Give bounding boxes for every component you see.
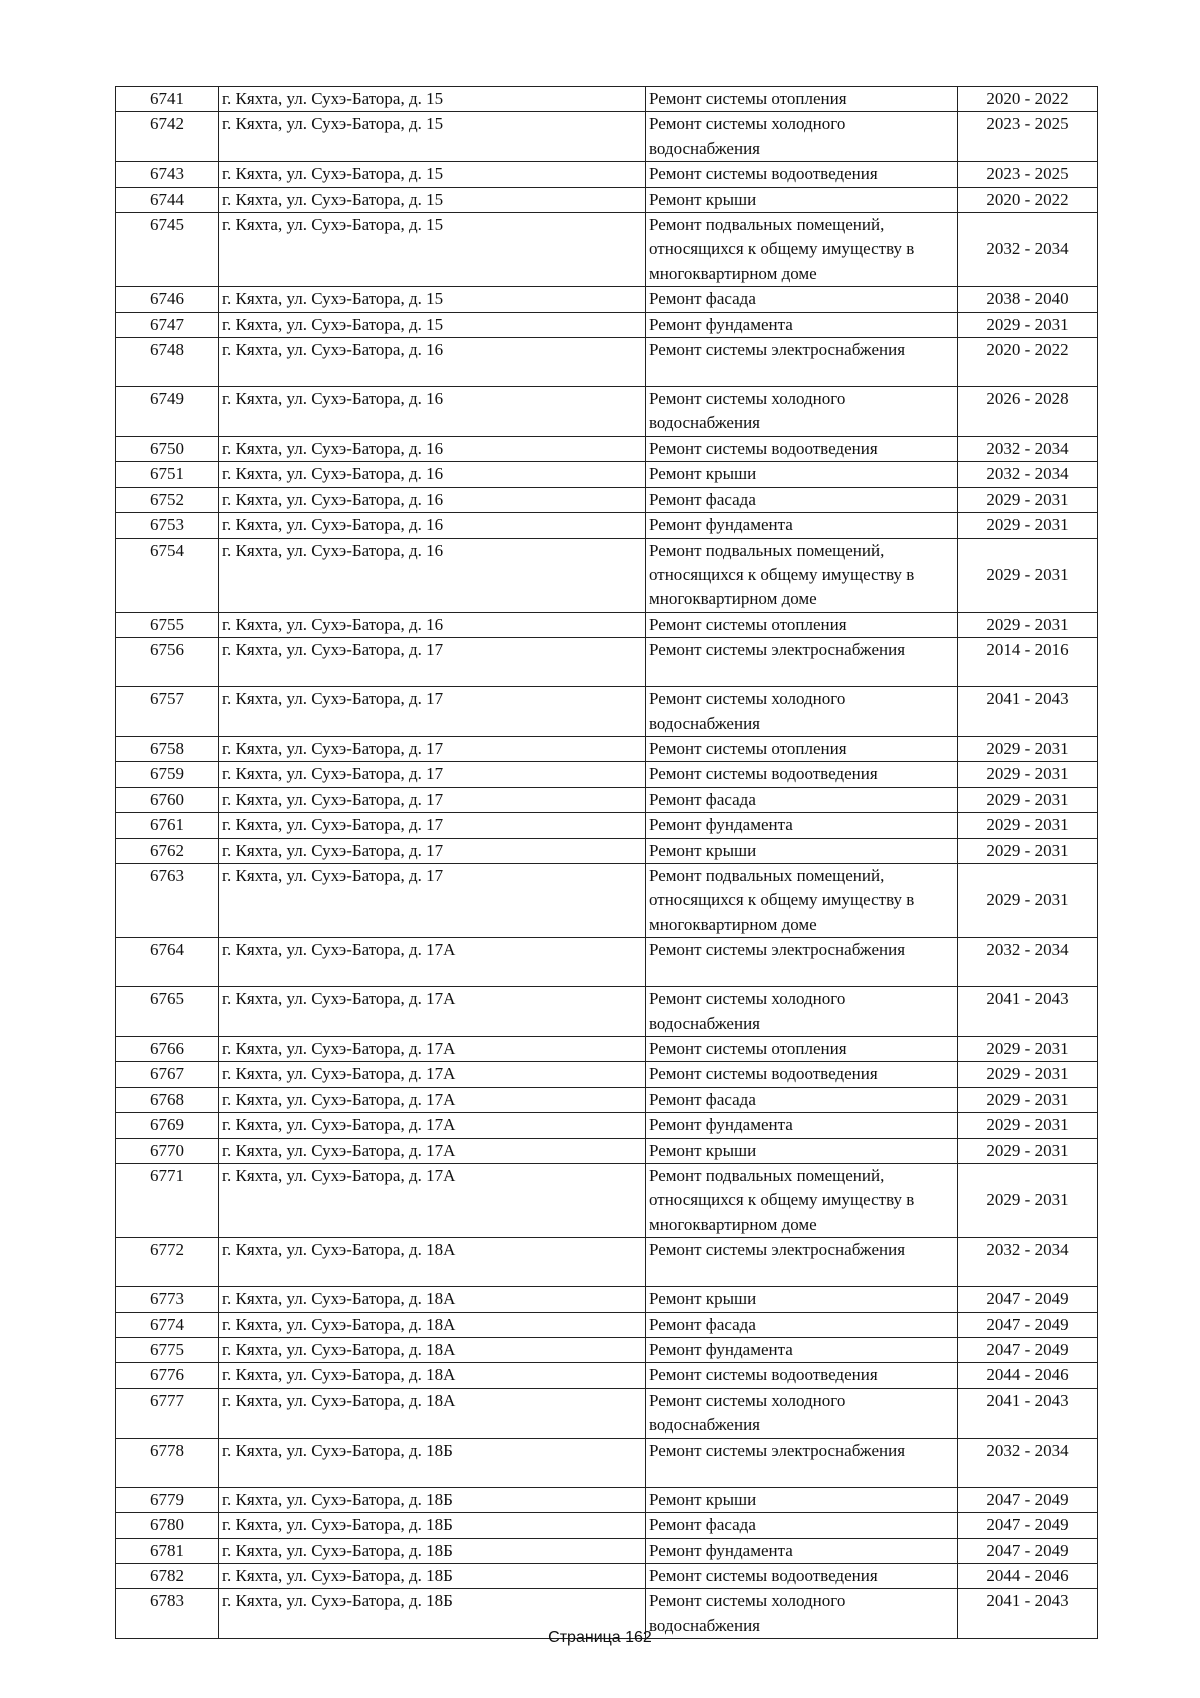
period-cell: 2023 - 2025 xyxy=(958,162,1098,187)
address-cell: г. Кяхта, ул. Сухэ-Батора, д. 18А xyxy=(219,1238,646,1287)
row-number: 6780 xyxy=(116,1513,219,1538)
row-number: 6767 xyxy=(116,1062,219,1087)
period-cell: 2041 - 2043 xyxy=(958,1388,1098,1438)
work-type-cell: Ремонт крыши xyxy=(646,1287,958,1312)
work-type-cell: Ремонт системы холодного водоснабжения xyxy=(646,112,958,162)
address-cell: г. Кяхта, ул. Сухэ-Батора, д. 17А xyxy=(219,1113,646,1138)
address-cell: г. Кяхта, ул. Сухэ-Батора, д. 17А xyxy=(219,1164,646,1238)
period-cell: 2032 - 2034 xyxy=(958,938,1098,987)
address-cell: г. Кяхта, ул. Сухэ-Батора, д. 16 xyxy=(219,387,646,437)
period-cell: 2038 - 2040 xyxy=(958,287,1098,312)
address-cell: г. Кяхта, ул. Сухэ-Батора, д. 17 xyxy=(219,687,646,737)
address-cell: г. Кяхта, ул. Сухэ-Батора, д. 16 xyxy=(219,513,646,538)
work-type-cell: Ремонт фасада xyxy=(646,487,958,512)
table-row xyxy=(116,638,1098,687)
table-row xyxy=(116,787,1098,812)
period-cell: 2029 - 2031 xyxy=(958,612,1098,637)
period-cell: 2023 - 2025 xyxy=(958,112,1098,162)
period-cell: 2029 - 2031 xyxy=(958,736,1098,761)
address-cell: г. Кяхта, ул. Сухэ-Батора, д. 16 xyxy=(219,436,646,461)
address-cell: г. Кяхта, ул. Сухэ-Батора, д. 17 xyxy=(219,863,646,937)
table-row xyxy=(116,612,1098,637)
work-type-cell: Ремонт системы отопления xyxy=(646,87,958,112)
period-cell: 2032 - 2034 xyxy=(958,1238,1098,1287)
period-cell: 2026 - 2028 xyxy=(958,387,1098,437)
period-cell: 2044 - 2046 xyxy=(958,1363,1098,1388)
table-row xyxy=(116,1138,1098,1163)
address-cell: г. Кяхта, ул. Сухэ-Батора, д. 18А xyxy=(219,1363,646,1388)
row-number: 6781 xyxy=(116,1538,219,1563)
row-number: 6776 xyxy=(116,1363,219,1388)
address-cell: г. Кяхта, ул. Сухэ-Батора, д. 16 xyxy=(219,538,646,612)
row-number: 6774 xyxy=(116,1312,219,1337)
table-row xyxy=(116,187,1098,212)
work-type-cell: Ремонт системы холодного водоснабжения xyxy=(646,387,958,437)
address-cell: г. Кяхта, ул. Сухэ-Батора, д. 16 xyxy=(219,338,646,387)
period-cell: 2020 - 2022 xyxy=(958,87,1098,112)
row-number: 6744 xyxy=(116,187,219,212)
table-row xyxy=(116,1563,1098,1588)
work-type-cell: Ремонт фасада xyxy=(646,787,958,812)
address-cell: г. Кяхта, ул. Сухэ-Батора, д. 17 xyxy=(219,787,646,812)
table-row xyxy=(116,338,1098,387)
table-row xyxy=(116,312,1098,337)
row-number: 6759 xyxy=(116,762,219,787)
period-cell: 2041 - 2043 xyxy=(958,687,1098,737)
period-cell: 2029 - 2031 xyxy=(958,1138,1098,1163)
row-number: 6756 xyxy=(116,638,219,687)
period-cell: 2044 - 2046 xyxy=(958,1563,1098,1588)
address-cell: г. Кяхта, ул. Сухэ-Батора, д. 15 xyxy=(219,87,646,112)
address-cell: г. Кяхта, ул. Сухэ-Батора, д. 17 xyxy=(219,838,646,863)
row-number: 6771 xyxy=(116,1164,219,1238)
work-type-cell: Ремонт системы электроснабжения xyxy=(646,1438,958,1487)
period-cell: 2020 - 2022 xyxy=(958,187,1098,212)
row-number: 6741 xyxy=(116,87,219,112)
period-cell: 2029 - 2031 xyxy=(958,513,1098,538)
row-number: 6775 xyxy=(116,1338,219,1363)
period-cell: 2047 - 2049 xyxy=(958,1338,1098,1363)
row-number: 6777 xyxy=(116,1388,219,1438)
work-type-cell: Ремонт фундамента xyxy=(646,1113,958,1138)
period-cell: 2029 - 2031 xyxy=(958,1087,1098,1112)
period-cell: 2014 - 2016 xyxy=(958,638,1098,687)
table-row xyxy=(116,1287,1098,1312)
table-row xyxy=(116,1438,1098,1487)
row-number: 6760 xyxy=(116,787,219,812)
row-number: 6745 xyxy=(116,213,219,287)
period-cell: 2029 - 2031 xyxy=(958,1062,1098,1087)
period-cell: 2029 - 2031 xyxy=(958,487,1098,512)
row-number: 6764 xyxy=(116,938,219,987)
table-row xyxy=(116,387,1098,437)
address-cell: г. Кяхта, ул. Сухэ-Батора, д. 15 xyxy=(219,162,646,187)
row-number: 6751 xyxy=(116,462,219,487)
work-type-cell: Ремонт крыши xyxy=(646,1487,958,1512)
address-cell: г. Кяхта, ул. Сухэ-Батора, д. 17 xyxy=(219,762,646,787)
work-type-cell: Ремонт системы водоотведения xyxy=(646,1563,958,1588)
address-cell: г. Кяхта, ул. Сухэ-Батора, д. 17А xyxy=(219,1037,646,1062)
table-row xyxy=(116,112,1098,162)
period-cell: 2029 - 2031 xyxy=(958,838,1098,863)
address-cell: г. Кяхта, ул. Сухэ-Батора, д. 18Б xyxy=(219,1513,646,1538)
table-row xyxy=(116,162,1098,187)
table-row xyxy=(116,813,1098,838)
work-type-cell: Ремонт крыши xyxy=(646,1138,958,1163)
page-number: Страница 162 xyxy=(548,1629,652,1646)
row-number: 6778 xyxy=(116,1438,219,1487)
address-cell: г. Кяхта, ул. Сухэ-Батора, д. 18Б xyxy=(219,1589,646,1639)
table-row xyxy=(116,1062,1098,1087)
address-cell: г. Кяхта, ул. Сухэ-Батора, д. 18А xyxy=(219,1338,646,1363)
address-cell: г. Кяхта, ул. Сухэ-Батора, д. 17А xyxy=(219,938,646,987)
table-row xyxy=(116,1487,1098,1512)
address-cell: г. Кяхта, ул. Сухэ-Батора, д. 17А xyxy=(219,987,646,1037)
period-cell: 2047 - 2049 xyxy=(958,1538,1098,1563)
period-cell: 2029 - 2031 xyxy=(958,1113,1098,1138)
row-number: 6754 xyxy=(116,538,219,612)
row-number: 6743 xyxy=(116,162,219,187)
table-row xyxy=(116,863,1098,937)
row-number: 6783 xyxy=(116,1589,219,1639)
work-type-cell: Ремонт системы отопления xyxy=(646,1037,958,1062)
row-number: 6770 xyxy=(116,1138,219,1163)
table-row xyxy=(116,987,1098,1037)
row-number: 6750 xyxy=(116,436,219,461)
table-row xyxy=(116,538,1098,612)
table-row xyxy=(116,462,1098,487)
work-type-cell: Ремонт системы электроснабжения xyxy=(646,938,958,987)
address-cell: г. Кяхта, ул. Сухэ-Батора, д. 18А xyxy=(219,1388,646,1438)
row-number: 6757 xyxy=(116,687,219,737)
table-row xyxy=(116,1312,1098,1337)
period-cell: 2020 - 2022 xyxy=(958,338,1098,387)
work-type-cell: Ремонт подвальных помещений, относящихся к общему имуществу в многоквартирном доме xyxy=(646,538,958,612)
row-number: 6762 xyxy=(116,838,219,863)
period-cell: 2029 - 2031 xyxy=(958,762,1098,787)
row-number: 6761 xyxy=(116,813,219,838)
address-cell: г. Кяхта, ул. Сухэ-Батора, д. 15 xyxy=(219,213,646,287)
table-row xyxy=(116,838,1098,863)
row-number: 6773 xyxy=(116,1287,219,1312)
table-row xyxy=(116,1513,1098,1538)
table-row xyxy=(116,762,1098,787)
table-row xyxy=(116,736,1098,761)
period-cell: 2047 - 2049 xyxy=(958,1287,1098,1312)
period-cell: 2029 - 2031 xyxy=(958,1164,1098,1238)
table-row xyxy=(116,1238,1098,1287)
row-number: 6782 xyxy=(116,1563,219,1588)
table-row xyxy=(116,1037,1098,1062)
work-type-cell: Ремонт системы холодного водоснабжения xyxy=(646,1589,958,1639)
table-row xyxy=(116,1113,1098,1138)
work-type-cell: Ремонт подвальных помещений, относящихся к общему имуществу в многоквартирном доме xyxy=(646,213,958,287)
table-row xyxy=(116,687,1098,737)
work-type-cell: Ремонт крыши xyxy=(646,187,958,212)
work-type-cell: Ремонт системы отопления xyxy=(646,612,958,637)
row-number: 6779 xyxy=(116,1487,219,1512)
period-cell: 2032 - 2034 xyxy=(958,213,1098,287)
address-cell: г. Кяхта, ул. Сухэ-Батора, д. 16 xyxy=(219,462,646,487)
row-number: 6765 xyxy=(116,987,219,1037)
address-cell: г. Кяхта, ул. Сухэ-Батора, д. 18Б xyxy=(219,1538,646,1563)
period-cell: 2029 - 2031 xyxy=(958,312,1098,337)
table-body xyxy=(116,87,1098,1639)
address-cell: г. Кяхта, ул. Сухэ-Батора, д. 17А xyxy=(219,1087,646,1112)
work-type-cell: Ремонт системы водоотведения xyxy=(646,1363,958,1388)
work-type-cell: Ремонт фундамента xyxy=(646,1538,958,1563)
table-row xyxy=(116,1538,1098,1563)
address-cell: г. Кяхта, ул. Сухэ-Батора, д. 15 xyxy=(219,112,646,162)
work-type-cell: Ремонт системы электроснабжения xyxy=(646,338,958,387)
period-cell: 2029 - 2031 xyxy=(958,863,1098,937)
work-type-cell: Ремонт фундамента xyxy=(646,513,958,538)
table-row xyxy=(116,1087,1098,1112)
row-number: 6742 xyxy=(116,112,219,162)
table-row xyxy=(116,213,1098,287)
row-number: 6748 xyxy=(116,338,219,387)
work-type-cell: Ремонт системы электроснабжения xyxy=(646,638,958,687)
work-type-cell: Ремонт системы холодного водоснабжения xyxy=(646,1388,958,1438)
work-type-cell: Ремонт крыши xyxy=(646,838,958,863)
address-cell: г. Кяхта, ул. Сухэ-Батора, д. 15 xyxy=(219,187,646,212)
address-cell: г. Кяхта, ул. Сухэ-Батора, д. 17 xyxy=(219,813,646,838)
row-number: 6766 xyxy=(116,1037,219,1062)
period-cell: 2029 - 2031 xyxy=(958,813,1098,838)
address-cell: г. Кяхта, ул. Сухэ-Батора, д. 17А xyxy=(219,1138,646,1163)
period-cell: 2041 - 2043 xyxy=(958,987,1098,1037)
address-cell: г. Кяхта, ул. Сухэ-Батора, д. 18Б xyxy=(219,1438,646,1487)
period-cell: 2032 - 2034 xyxy=(958,436,1098,461)
row-number: 6753 xyxy=(116,513,219,538)
work-type-cell: Ремонт крыши xyxy=(646,462,958,487)
address-cell: г. Кяхта, ул. Сухэ-Батора, д. 17 xyxy=(219,736,646,761)
repair-schedule-table xyxy=(115,86,1098,1639)
work-type-cell: Ремонт фундамента xyxy=(646,813,958,838)
work-type-cell: Ремонт фундамента xyxy=(646,312,958,337)
address-cell: г. Кяхта, ул. Сухэ-Батора, д. 18А xyxy=(219,1312,646,1337)
row-number: 6758 xyxy=(116,736,219,761)
period-cell: 2047 - 2049 xyxy=(958,1312,1098,1337)
table-row xyxy=(116,1338,1098,1363)
period-cell: 2032 - 2034 xyxy=(958,1438,1098,1487)
row-number: 6768 xyxy=(116,1087,219,1112)
work-type-cell: Ремонт системы водоотведения xyxy=(646,762,958,787)
work-type-cell: Ремонт фасада xyxy=(646,287,958,312)
work-type-cell: Ремонт системы холодного водоснабжения xyxy=(646,687,958,737)
row-number: 6752 xyxy=(116,487,219,512)
address-cell: г. Кяхта, ул. Сухэ-Батора, д. 15 xyxy=(219,312,646,337)
period-cell: 2032 - 2034 xyxy=(958,462,1098,487)
period-cell: 2029 - 2031 xyxy=(958,787,1098,812)
work-type-cell: Ремонт фасада xyxy=(646,1312,958,1337)
address-cell: г. Кяхта, ул. Сухэ-Батора, д. 18А xyxy=(219,1287,646,1312)
table-row xyxy=(116,287,1098,312)
address-cell: г. Кяхта, ул. Сухэ-Батора, д. 17 xyxy=(219,638,646,687)
table-row xyxy=(116,87,1098,112)
row-number: 6749 xyxy=(116,387,219,437)
work-type-cell: Ремонт фасада xyxy=(646,1087,958,1112)
address-cell: г. Кяхта, ул. Сухэ-Батора, д. 15 xyxy=(219,287,646,312)
work-type-cell: Ремонт системы водоотведения xyxy=(646,162,958,187)
work-type-cell: Ремонт системы электроснабжения xyxy=(646,1238,958,1287)
work-type-cell: Ремонт системы водоотведения xyxy=(646,1062,958,1087)
table-row xyxy=(116,513,1098,538)
work-type-cell: Ремонт фасада xyxy=(646,1513,958,1538)
period-cell: 2029 - 2031 xyxy=(958,538,1098,612)
table-row xyxy=(116,1363,1098,1388)
work-type-cell: Ремонт системы отопления xyxy=(646,736,958,761)
address-cell: г. Кяхта, ул. Сухэ-Батора, д. 18Б xyxy=(219,1563,646,1588)
table-row xyxy=(116,436,1098,461)
row-number: 6763 xyxy=(116,863,219,937)
row-number: 6747 xyxy=(116,312,219,337)
table-row xyxy=(116,1164,1098,1238)
period-cell: 2041 - 2043 xyxy=(958,1589,1098,1639)
row-number: 6746 xyxy=(116,287,219,312)
table-row xyxy=(116,1388,1098,1438)
work-type-cell: Ремонт подвальных помещений, относящихся к общему имуществу в многоквартирном доме xyxy=(646,1164,958,1238)
work-type-cell: Ремонт системы холодного водоснабжения xyxy=(646,987,958,1037)
address-cell: г. Кяхта, ул. Сухэ-Батора, д. 16 xyxy=(219,612,646,637)
table-row xyxy=(116,487,1098,512)
work-type-cell: Ремонт подвальных помещений, относящихся к общему имуществу в многоквартирном доме xyxy=(646,863,958,937)
row-number: 6769 xyxy=(116,1113,219,1138)
period-cell: 2029 - 2031 xyxy=(958,1037,1098,1062)
row-number: 6772 xyxy=(116,1238,219,1287)
address-cell: г. Кяхта, ул. Сухэ-Батора, д. 18Б xyxy=(219,1487,646,1512)
period-cell: 2047 - 2049 xyxy=(958,1487,1098,1512)
period-cell: 2047 - 2049 xyxy=(958,1513,1098,1538)
row-number: 6755 xyxy=(116,612,219,637)
work-type-cell: Ремонт фундамента xyxy=(646,1338,958,1363)
work-type-cell: Ремонт системы водоотведения xyxy=(646,436,958,461)
address-cell: г. Кяхта, ул. Сухэ-Батора, д. 17А xyxy=(219,1062,646,1087)
address-cell: г. Кяхта, ул. Сухэ-Батора, д. 16 xyxy=(219,487,646,512)
table-row xyxy=(116,938,1098,987)
